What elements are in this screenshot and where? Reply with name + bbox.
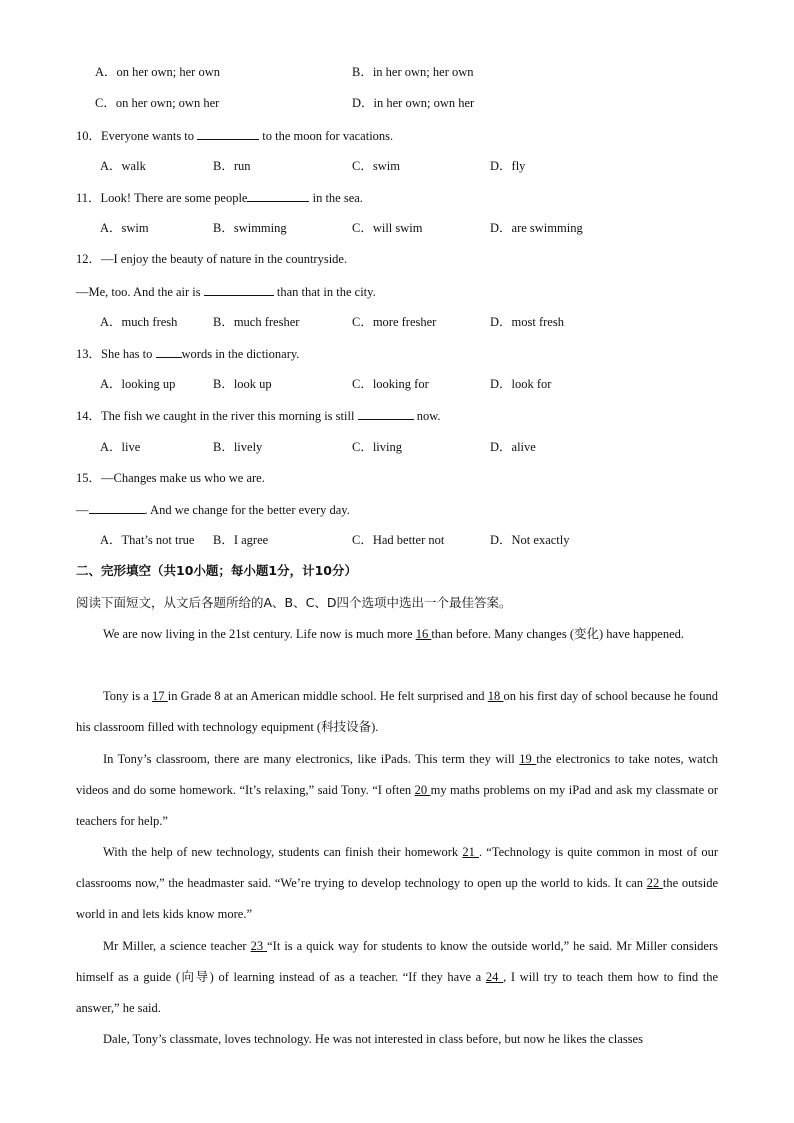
- q15-option-c[interactable]: C．Had better not: [352, 533, 445, 547]
- q15-stem-text-end: . And we change for the better every day.: [144, 503, 350, 517]
- q9-option-b[interactable]: B．in her own; her own: [352, 65, 474, 79]
- q12-stem-line2: [76, 283, 718, 300]
- q11-option-b[interactable]: B．swimming: [213, 221, 287, 235]
- q14-option-a[interactable]: A．live: [100, 440, 141, 454]
- q10-stem-text-end: to the moon for vacations.: [262, 129, 394, 143]
- q10-option-d[interactable]: D．fly: [490, 159, 526, 173]
- blank-24[interactable]: 24: [485, 970, 504, 984]
- q13-option-b[interactable]: B．look up: [213, 377, 272, 391]
- q10-stem: [76, 127, 718, 144]
- passage-text: “It is a quick way for students to know the outside world,” he said. Mr Miller considers himself as a guide (向导) of learning instead of as a teacher. “If they have a: [76, 939, 719, 984]
- q11-option-d[interactable]: D．are swimming: [490, 221, 583, 235]
- passage-text: the outside world in and lets kids know more.”: [76, 876, 718, 921]
- passage-text: my maths problems on my iPad and ask my classmate or teachers for help.”: [76, 783, 719, 828]
- blank-17[interactable]: 17: [152, 689, 168, 703]
- q15-option-d[interactable]: D．Not exactly: [490, 533, 570, 547]
- q13-stem: [76, 345, 718, 362]
- q10-option-c[interactable]: C．swim: [352, 159, 400, 173]
- q14-option-c[interactable]: C．living: [352, 440, 403, 454]
- passage-text: , I will try to teach them how to find the answer,” he said.: [76, 970, 719, 1015]
- passage-paragraph-5: [76, 931, 718, 1024]
- q9-option-a[interactable]: A．on her own; her own: [95, 65, 220, 79]
- q11-option-a[interactable]: A．swim: [100, 221, 149, 235]
- section-instruction: 阅读下面短文，从文后各题所给的A、B、C、D四个选项中选出一个最佳答案。: [76, 595, 512, 610]
- passage-text: Dale, Tony’s classmate, loves technology. He was not interested in class before, but now he likes the classes: [103, 1032, 643, 1046]
- q12-option-c[interactable]: C．more fresher: [352, 315, 437, 329]
- blank-18[interactable]: 18: [487, 689, 504, 703]
- q13-blank[interactable]: [156, 345, 182, 358]
- passage-paragraph-6: [76, 1024, 718, 1055]
- q10-option-a[interactable]: A．walk: [100, 159, 146, 173]
- q13-stem-text: 13．She has to: [76, 347, 153, 361]
- blank-20[interactable]: 20: [414, 783, 431, 797]
- q11-stem-text-end: in the sea.: [312, 191, 363, 205]
- passage-text: on his first day of school because he found his classroom filled with technology equipment (科技设备).: [76, 689, 718, 734]
- q12-option-d[interactable]: D．most fresh: [490, 315, 564, 329]
- q12-stem-text: —Me, too. And the air is: [76, 285, 201, 299]
- passage-paragraph-1: [76, 619, 718, 650]
- passage-text: Mr Miller, a science teacher: [103, 939, 251, 953]
- q11-blank[interactable]: [247, 189, 309, 202]
- passage-text: Tony is a: [103, 689, 153, 703]
- q14-stem-text: 14．The fish we caught in the river this morning is still: [76, 409, 355, 423]
- passage-text: With the help of new technology, students can finish their homework: [103, 845, 463, 859]
- blank-22[interactable]: 22: [646, 876, 663, 890]
- passage-text: We are now living in the 21st century. Life now is much more: [103, 627, 416, 641]
- q13-option-a[interactable]: A．looking up: [100, 377, 176, 391]
- q13-option-c[interactable]: C．looking for: [352, 377, 429, 391]
- section-heading: 二、完形填空（共10小题；每小题1分，计10分）: [76, 563, 357, 578]
- q15-stem-line1: 15．—Changes make us who we are.: [76, 471, 265, 485]
- q15-option-b[interactable]: B．I agree: [213, 533, 269, 547]
- q13-option-d[interactable]: D．look for: [490, 377, 552, 391]
- passage-text: than before. Many changes (变化) have happened.: [431, 627, 685, 641]
- q12-option-a[interactable]: A．much fresh: [100, 315, 178, 329]
- blank-19[interactable]: 19: [519, 752, 537, 766]
- q11-stem-text: 11．Look! There are some people: [76, 191, 248, 205]
- q13-stem-text-end: words in the dictionary.: [181, 347, 300, 361]
- q12-stem-text-end: than that in the city.: [276, 285, 376, 299]
- q15-option-a[interactable]: A．That’s not true: [100, 533, 195, 547]
- q15-blank[interactable]: [89, 501, 145, 514]
- blank-16[interactable]: 16: [415, 627, 432, 641]
- q12-option-b[interactable]: B．much fresher: [213, 315, 300, 329]
- q14-stem: [76, 407, 718, 424]
- q9-option-d[interactable]: D．in her own; own her: [352, 96, 475, 110]
- q10-blank[interactable]: [197, 127, 259, 140]
- q12-blank[interactable]: [204, 283, 274, 296]
- q15-stem-line2: [76, 501, 718, 518]
- passage-text: in Grade 8 at an American middle school. He felt surprised and: [167, 689, 488, 703]
- passage-paragraph-4: [76, 837, 718, 930]
- q10-stem-text: 10．Everyone wants to: [76, 129, 195, 143]
- q10-option-b[interactable]: B．run: [213, 159, 251, 173]
- passage-text: . “Technology is quite common in most of our classrooms now,” the headmaster said. “We’re trying to develop technology to open up the world to kids. It can: [76, 845, 718, 890]
- q15-stem-dash: —: [76, 503, 89, 517]
- passage-paragraph-3: [76, 744, 718, 837]
- passage-text: In Tony’s classroom, there are many electronics, like iPads. This term they will: [103, 752, 520, 766]
- blank-23[interactable]: 23: [250, 939, 268, 953]
- q11-option-c[interactable]: C．will swim: [352, 221, 423, 235]
- passage-paragraph-2: [76, 681, 718, 743]
- q9-option-c[interactable]: C．on her own; own her: [95, 96, 220, 110]
- q14-option-b[interactable]: B．lively: [213, 440, 263, 454]
- passage-text: the electronics to take notes, watch videos and do some homework. “It’s relaxing,” said Tony. “I often: [76, 752, 719, 797]
- q14-option-d[interactable]: D．alive: [490, 440, 536, 454]
- q11-stem: [76, 189, 718, 206]
- q12-stem-line1: 12．—I enjoy the beauty of nature in the countryside.: [76, 252, 348, 266]
- q14-blank[interactable]: [358, 407, 414, 420]
- q14-stem-text-end: now.: [416, 409, 441, 423]
- blank-21[interactable]: 21: [462, 845, 479, 859]
